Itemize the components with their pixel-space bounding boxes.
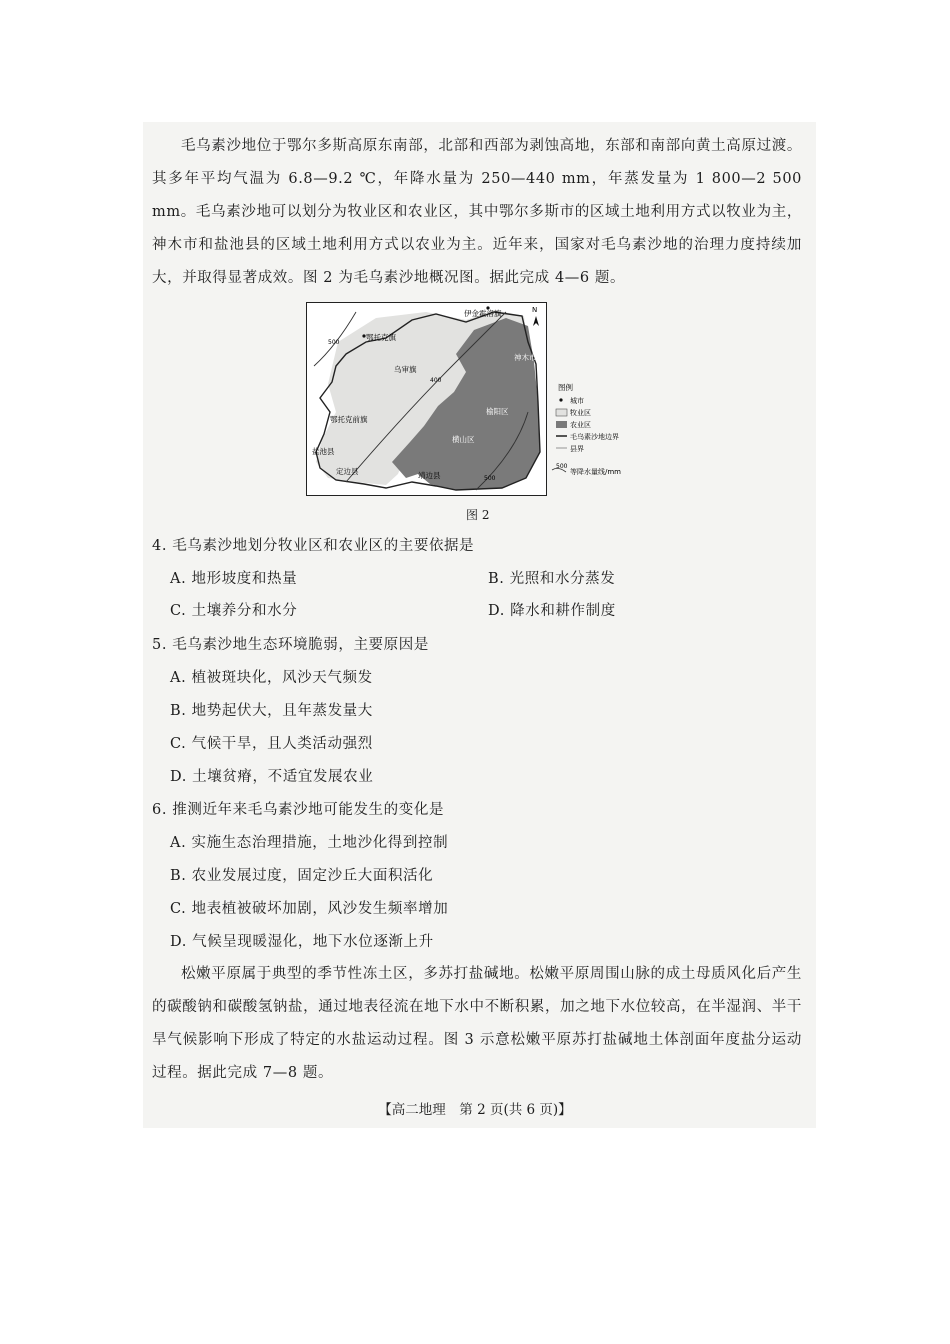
- passage-songnen: 松嫩平原属于典型的季节性冻土区，多苏打盐碱地。松嫩平原周围山脉的成土母质风化后产生的碳酸钠和碳酸氢钠盐，通过地表径流在地下水中不断积累，加之地下水位较高，在半湿润、半干旱气候影响下形成了特定的水盐运动过程。图 3 示意松嫩平原苏打盐碱地土体剖面年度盐分运动过程。据此完成 7—8 题。: [152, 966, 802, 1081]
- legend-county: 县界: [570, 445, 584, 453]
- isoline-label-a: 500: [328, 339, 340, 346]
- page-footer: 【高二地理 第 2 页(共 6 页)】: [378, 1102, 572, 1118]
- legend-title: 图例: [558, 383, 573, 392]
- q6-option-d[interactable]: D. 气候呈现暖湿化，地下水位逐渐上升: [170, 934, 434, 950]
- question-6: 6. 推测近年来毛乌素沙地可能发生的变化是: [152, 802, 445, 818]
- legend-farm: 农业区: [570, 421, 591, 429]
- q5-option-d[interactable]: D. 土壤贫瘠，不适宜发展农业: [170, 769, 374, 785]
- label-jingbian: 靖边县: [418, 471, 441, 480]
- legend-city: 城市: [570, 397, 584, 405]
- q5-option-a[interactable]: A. 植被斑块化，风沙天气频发: [170, 670, 373, 686]
- isoline-label-b: 400: [430, 377, 442, 384]
- label-yuyang: 榆阳区: [486, 407, 509, 416]
- q4-option-a[interactable]: A. 地形坡度和热量: [170, 571, 298, 587]
- north-label: N: [532, 306, 538, 314]
- label-etuokeqian: 鄂托克前旗: [330, 415, 368, 424]
- figure-caption: 图 2: [466, 508, 490, 522]
- legend-isoline: 等降水量线/mm: [570, 468, 621, 476]
- question-4: 4. 毛乌素沙地划分牧业区和农业区的主要依据是: [152, 538, 475, 554]
- label-dingbian: 定边县: [336, 467, 359, 476]
- label-yijinhuoluo: 伊金霍洛旗: [464, 309, 502, 318]
- q4-option-c[interactable]: C. 土壤养分和水分: [170, 603, 298, 619]
- legend-boundary: 毛乌素沙地边界: [570, 433, 619, 441]
- question-5: 5. 毛乌素沙地生态环境脆弱，主要原因是: [152, 637, 429, 653]
- legend-isoline-value: 500: [556, 463, 568, 470]
- label-shenmu: 神木市: [514, 353, 537, 362]
- label-wushen: 乌审旗: [394, 365, 417, 374]
- map-figure: [306, 302, 646, 497]
- label-yanchi: 盐池县: [312, 447, 335, 456]
- q4-option-b[interactable]: B. 光照和水分蒸发: [488, 571, 616, 587]
- q6-option-b[interactable]: B. 农业发展过度，固定沙丘大面积活化: [170, 868, 434, 884]
- isoline-label-c: 500: [484, 475, 496, 482]
- passage-maowusu: 毛乌素沙地位于鄂尔多斯高原东南部，北部和西部为剥蚀高地，东部和南部向黄土高原过渡。其多年平均气温为 6.8—9.2 ℃，年降水量为 250—440 mm，年蒸发量为 1 800—2 500 mm。毛乌素沙地可以划分为牧业区和农业区，其中鄂尔多斯市的区域土地利用方式以牧业为主，神木市和盐池县的区域土地利用方式以农业为主。近年来，国家对毛乌素沙地的治理力度持续加大，并取得显著成效。图 2 为毛乌素沙地概况图。据此完成 4—6 题。: [152, 138, 802, 286]
- q4-option-d[interactable]: D. 降水和耕作制度: [488, 603, 616, 619]
- q6-option-c[interactable]: C. 地表植被破坏加剧，风沙发生频率增加: [170, 901, 449, 917]
- label-hengshan: 横山区: [452, 435, 475, 444]
- q6-option-a[interactable]: A. 实施生态治理措施，土地沙化得到控制: [170, 835, 449, 851]
- legend-pasture: 牧业区: [570, 409, 591, 417]
- q5-option-b[interactable]: B. 地势起伏大，且年蒸发量大: [170, 703, 373, 719]
- q5-option-c[interactable]: C. 气候干旱，且人类活动强烈: [170, 736, 373, 752]
- label-etuoke: 鄂托克旗: [366, 333, 396, 342]
